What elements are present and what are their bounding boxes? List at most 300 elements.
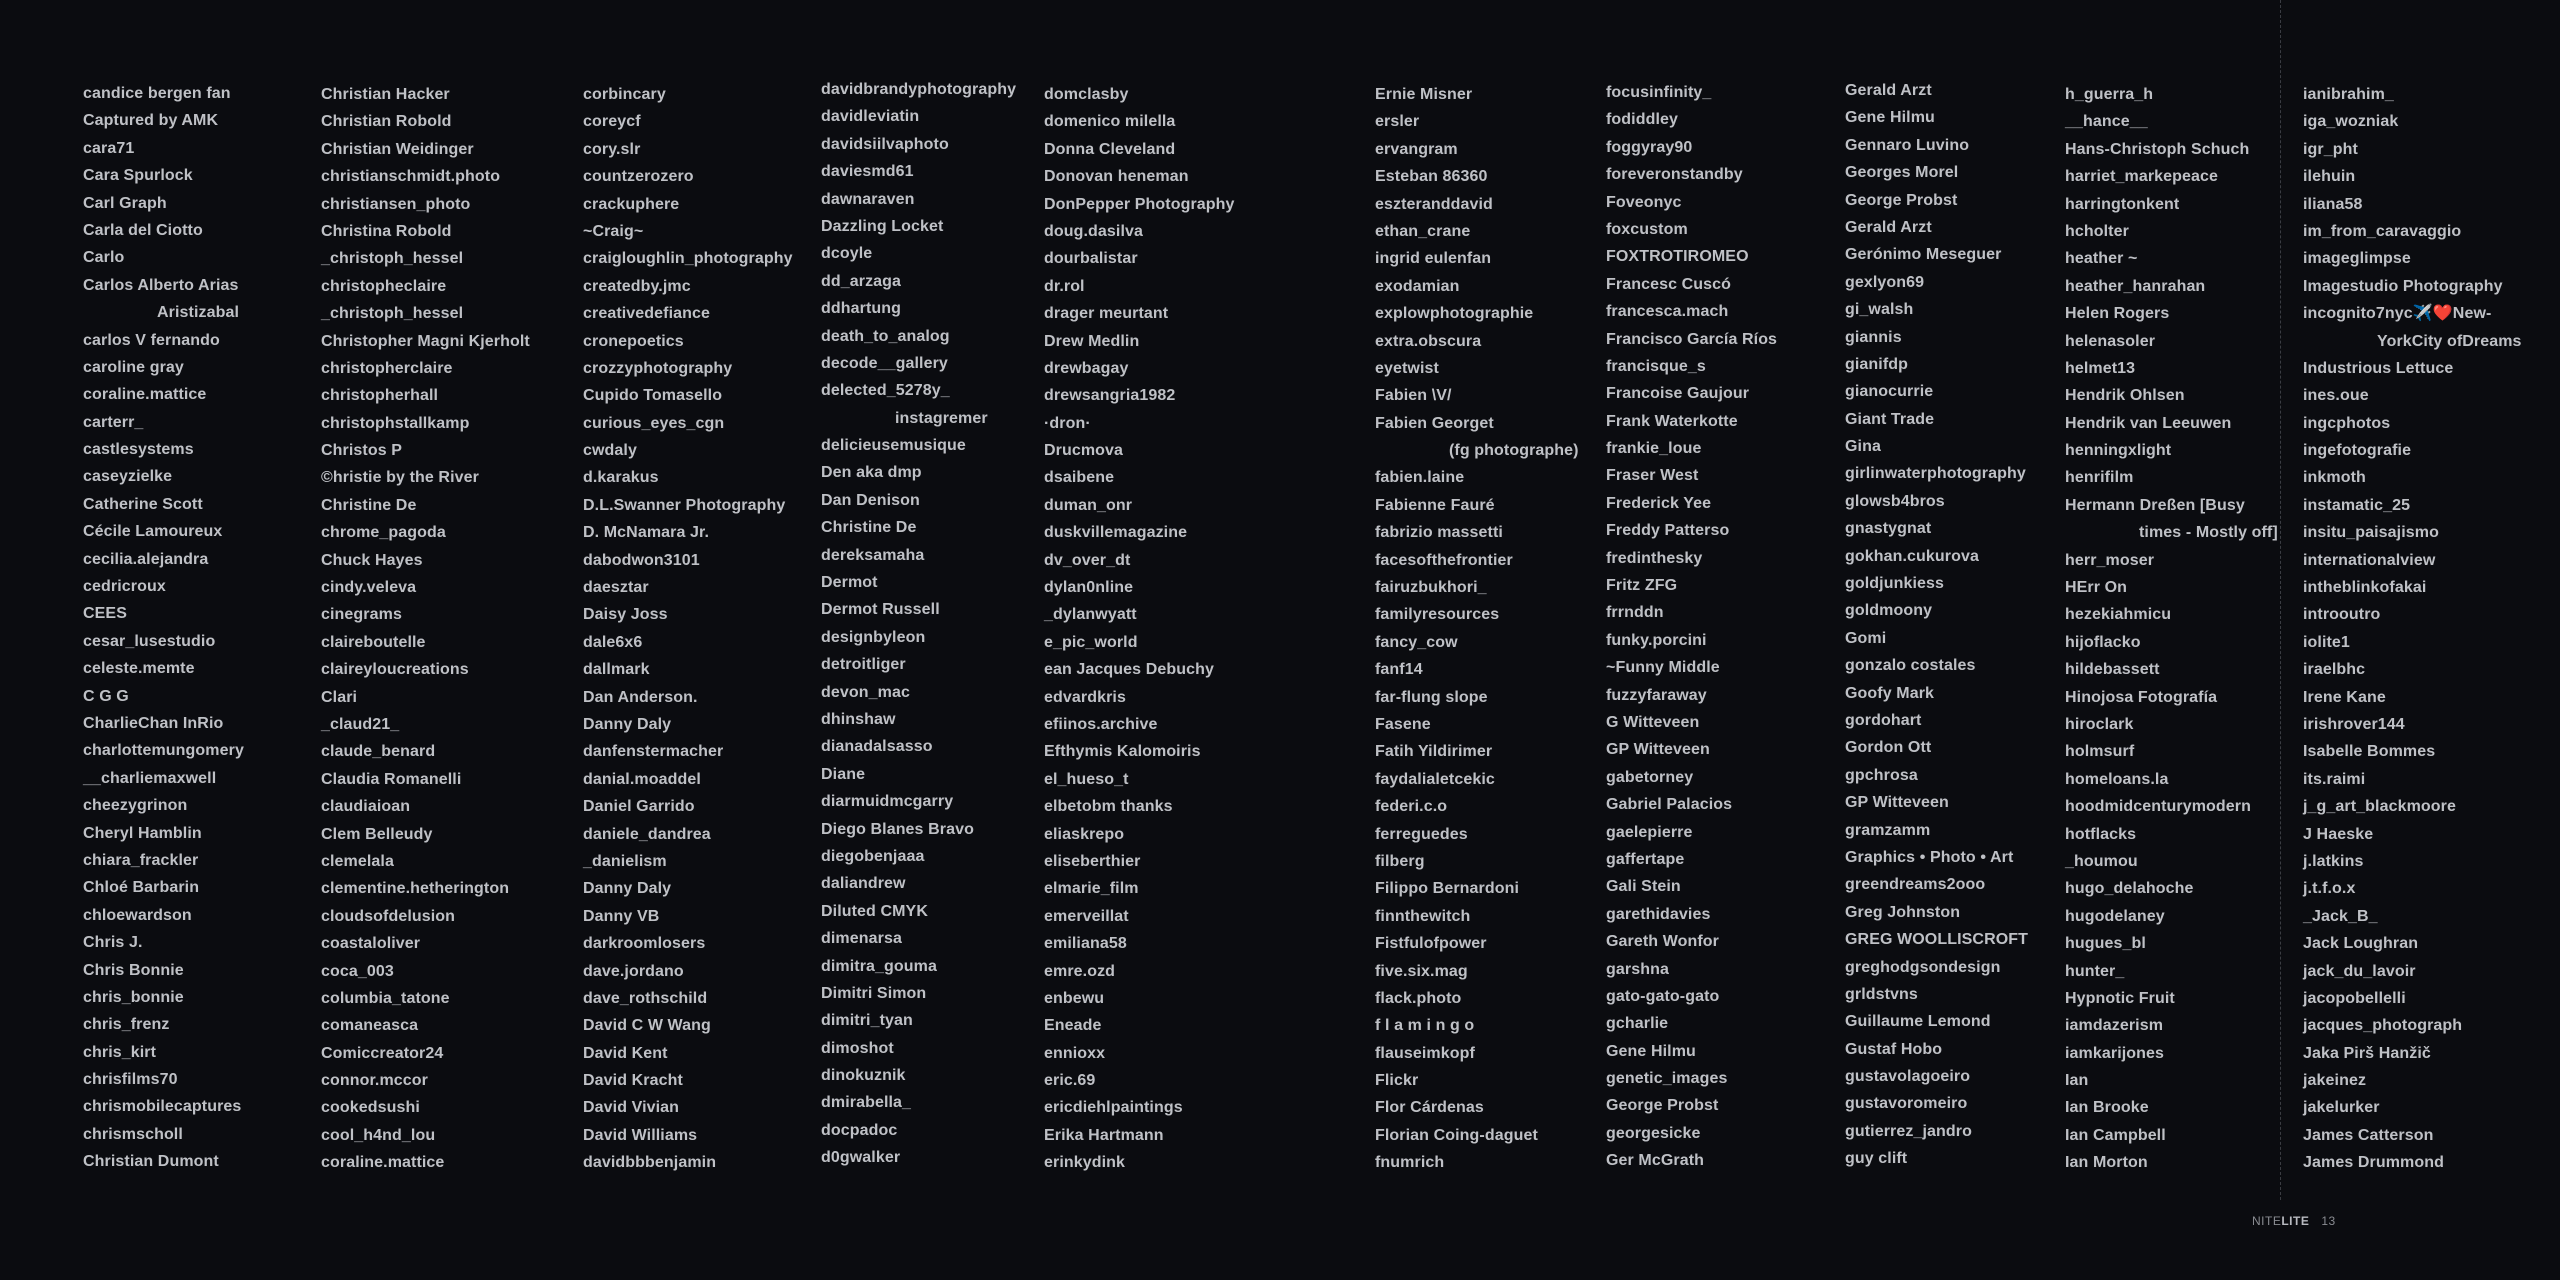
contributor-name: gcharlie — [1606, 1015, 1669, 1033]
contributor-name: greendreams2ooo — [1845, 876, 1986, 894]
contributor-name: creativedefiance — [583, 305, 711, 323]
contributor-name: eric.69 — [1044, 1072, 1096, 1090]
contributor-name: danfenstermacher — [583, 743, 724, 761]
contributor-name: cronepoetics — [583, 332, 684, 350]
magazine-brand-first: NITE — [2252, 1214, 2282, 1228]
contributor-name: gordohart — [1845, 711, 1922, 729]
contributor-name: Gerónimo Meseguer — [1845, 246, 2002, 264]
contributor-name: dylan0nline — [1044, 579, 1134, 597]
contributor-name: Fistfulofpower — [1375, 935, 1487, 953]
contributor-name: clementine.hetherington — [321, 880, 510, 898]
contributor-name: chris_bonnie — [83, 988, 184, 1006]
contributor-name: introoutro — [2303, 606, 2381, 624]
contributor-name: Jaka Pirš Hanžič — [2303, 1044, 2431, 1062]
contributor-name: georgesicke — [1606, 1124, 1701, 1142]
contributor-name: dv_over_dt — [1044, 551, 1131, 569]
contributor-name: funky.porcini — [1606, 631, 1707, 649]
contributor-name: Christos P — [321, 442, 403, 460]
contributor-name: iamkarijones — [2065, 1044, 2165, 1062]
contributor-name: h_guerra_h — [2065, 86, 2154, 103]
contributor-name: faydalialetcekic — [1375, 770, 1495, 788]
contributor-name: craigloughlin_photography — [583, 250, 793, 268]
contributor-name: Captured by AMK — [83, 112, 219, 130]
contributor-name: Daniel Garrido — [583, 798, 695, 816]
contributor-name: Fraser West — [1606, 467, 1699, 485]
contributor-name: crackuphere — [583, 195, 680, 213]
contributor-name: flack.photo — [1375, 989, 1462, 1007]
contributor-name: Hypnotic Fruit — [2065, 989, 2175, 1007]
contributor-name: caseyzielke — [83, 468, 173, 486]
contributor-name: ines.oue — [2303, 387, 2369, 405]
contributor-name: gaffertape — [1606, 850, 1685, 868]
contributor-name: dimoshot — [821, 1039, 894, 1057]
contributor-name: duman_onr — [1044, 496, 1133, 514]
contributor-name: Ian Morton — [2065, 1154, 2148, 1172]
contributor-name: five.six.mag — [1375, 962, 1468, 980]
contributor-name: Gina — [1845, 438, 1881, 456]
contributor-name: Efthymis Kalomoiris — [1044, 743, 1201, 761]
contributor-name: comaneasca — [321, 1017, 419, 1035]
contributor-name: ferreguedes — [1375, 825, 1468, 843]
contributor-name: im_from_caravaggio — [2303, 222, 2462, 240]
contributor-name: dabodwon3101 — [583, 551, 700, 569]
contributor-name: _danielism — [583, 852, 667, 870]
contributor-name: insitu_paisajismo — [2303, 524, 2439, 542]
contributor-name: caroline gray — [83, 358, 184, 376]
contributor-name: dcoyle — [821, 245, 873, 263]
contributor-name: jacques_photograph — [2303, 1017, 2463, 1035]
contributor-name: Gabriel Palacios — [1606, 796, 1733, 814]
contributor-name: igr_pht — [2303, 140, 2358, 158]
contributor-name: crozzyphotography — [583, 359, 733, 377]
contributor-name: ilehuin — [2303, 168, 2356, 186]
contributor-name: cara71 — [83, 139, 135, 157]
contributor-name-continued: Aristizabal — [157, 304, 240, 322]
contributor-name: gi_walsh — [1845, 301, 1914, 319]
contributor-name-continued: YorkCity ofDreams — [2377, 332, 2522, 350]
contributor-name: henrifilm — [2065, 469, 2134, 487]
contributor-name: Fabien \V/ — [1375, 387, 1452, 405]
contributor-name: f l a m i n g o — [1375, 1017, 1475, 1035]
contributor-name: ianibrahim_ — [2303, 86, 2394, 103]
contributor-name: Drucmova — [1044, 442, 1124, 460]
contributor-name: iga_wozniak — [2303, 113, 2399, 131]
contributor-name: Carla del Ciotto — [83, 221, 203, 239]
contributor-name: Comiccreator24 — [321, 1044, 444, 1062]
contributor-name: darkroomlosers — [583, 935, 706, 953]
contributor-name: cindy.veleva — [321, 579, 417, 597]
name-column-9 — [2065, 81, 2305, 1177]
contributor-name: ennioxx — [1044, 1044, 1106, 1062]
contributor-name: elmarie_film — [1044, 880, 1139, 898]
contributor-name: heather ~ — [2065, 250, 2138, 268]
contributor-name: Carl Graph — [83, 194, 167, 212]
page-fold-line — [2280, 0, 2281, 1200]
contributor-name: Daisy Joss — [583, 606, 668, 624]
contributor-name: chrisfilms70 — [83, 1071, 178, 1089]
contributor-name: GP Witteveen — [1606, 741, 1710, 759]
contributor-name: charlottemungomery — [83, 742, 244, 760]
contributor-name: Ernie Misner — [1375, 86, 1473, 103]
contributor-name: genetic_images — [1606, 1070, 1728, 1088]
contributor-name: CEES — [83, 605, 127, 623]
contributor-name: cloudsofdelusion — [321, 907, 456, 925]
contributor-name: domclasby — [1044, 86, 1129, 103]
contributor-name: detroitliger — [821, 656, 906, 674]
contributor-name: Chloé Barbarin — [83, 879, 200, 897]
contributor-name: Dazzling Locket — [821, 217, 944, 235]
contributor-name: jakelurker — [2303, 1099, 2380, 1117]
contributor-name: Freddy Patterso — [1606, 522, 1730, 540]
contributor-name: ersler — [1375, 113, 1420, 131]
contributor-name: Gene Hilmu — [1606, 1042, 1696, 1060]
contributor-name: henningxlight — [2065, 442, 2172, 460]
contributor-name: familyresources — [1375, 606, 1500, 624]
contributor-name: filberg — [1375, 852, 1425, 870]
contributor-name: curious_eyes_cgn — [583, 414, 725, 432]
contributor-name: J Haeske — [2303, 825, 2374, 843]
contributor-name: Gareth Wonfor — [1606, 933, 1720, 951]
contributor-name: fodiddley — [1606, 111, 1679, 129]
contributor-name: HErr On — [2065, 579, 2128, 597]
contributor-name: Gali Stein — [1606, 878, 1681, 896]
contributor-name: cory.slr — [583, 140, 641, 158]
contributor-name: Cécile Lamoureux — [83, 523, 223, 541]
contributor-name: d0gwalker — [821, 1149, 901, 1167]
contributor-name: dmirabella_ — [821, 1094, 912, 1112]
contributor-name: j.latkins — [2303, 852, 2364, 870]
contributor-name: cecilia.alejandra — [83, 550, 209, 568]
contributor-name: fredinthesky — [1606, 549, 1703, 567]
contributor-name: Christine De — [321, 496, 417, 514]
contributor-name: chloewardson — [83, 906, 192, 924]
contributor-name: gramzamm — [1845, 821, 1931, 839]
contributor-name: intheblinkofakai — [2303, 579, 2427, 597]
contributor-name: dd_arzaga — [821, 272, 902, 290]
contributor-name: __hance__ — [2065, 113, 2148, 131]
contributor-name: cheezygrinon — [83, 797, 188, 815]
contributor-name: Georges Morel — [1845, 164, 1959, 182]
contributor-name: dimenarsa — [821, 930, 902, 948]
contributor-name: jakeinez — [2303, 1072, 2367, 1090]
contributor-name: createdby.jmc — [583, 277, 691, 295]
contributor-name: dereksamaha — [821, 546, 925, 564]
contributor-name: gnastygnat — [1845, 520, 1932, 538]
contributor-name: holmsurf — [2065, 743, 2135, 761]
contributor-name: christopheclaire — [321, 277, 447, 295]
contributor-name: garethidavies — [1606, 905, 1711, 923]
contributor-name: ethan_crane — [1375, 222, 1471, 240]
contributor-name: danial.moaddel — [583, 770, 701, 788]
contributor-name: far-flung slope — [1375, 688, 1488, 706]
contributor-name: Chris J. — [83, 934, 143, 952]
contributor-name: Gustaf Hobo — [1845, 1040, 1943, 1058]
contributor-name: hoodmidcenturymodern — [2065, 798, 2252, 816]
contributor-name: gpchrosa — [1845, 766, 1918, 784]
contributor-name: GP Witteveen — [1845, 794, 1949, 812]
contributor-name: fanf14 — [1375, 661, 1423, 679]
contributor-name: helmet13 — [2065, 359, 2136, 377]
contributor-name: Gene Hilmu — [1845, 109, 1935, 127]
contributor-name: irishrover144 — [2303, 715, 2405, 733]
contributor-name: gustavoromeiro — [1845, 1095, 1968, 1113]
contributor-name: dave_rothschild — [583, 989, 708, 1007]
contributor-name: Filippo Bernardoni — [1375, 880, 1520, 898]
contributor-name: FOXTROTIROMEO — [1606, 248, 1749, 266]
contributor-name: domenico milella — [1044, 113, 1176, 131]
contributor-name: Francoise Gaujour — [1606, 385, 1750, 403]
contributor-name: cwdaly — [583, 442, 637, 460]
contributor-name: delicieusemusique — [821, 437, 966, 455]
contributor-name: Claudia Romanelli — [321, 770, 462, 788]
contributor-name: drewsangria1982 — [1044, 387, 1176, 405]
contributor-name: christopherhall — [321, 387, 439, 405]
contributor-name: eszteranddavid — [1375, 195, 1493, 213]
contributor-name: frankie_loue — [1606, 440, 1702, 458]
contributor-name: Giant Trade — [1845, 410, 1935, 428]
contributor-name: helenasoler — [2065, 332, 2156, 350]
contributor-name: claudiaioan — [321, 798, 411, 816]
contributor-name: gutierrez_jandro — [1845, 1122, 1972, 1140]
contributor-name: chrismobilecaptures — [83, 1098, 242, 1116]
contributor-name: Chris Bonnie — [83, 961, 184, 979]
contributor-name: internationalview — [2303, 551, 2436, 569]
contributor-name: eyetwist — [1375, 359, 1439, 377]
contributor-name: harriet_markepeace — [2065, 168, 2219, 186]
contributor-name: cookedsushi — [321, 1099, 420, 1117]
contributor-name: incognito7nyc✈️❤️New- — [2303, 305, 2492, 323]
contributor-name: ©hristie by the River — [321, 469, 479, 487]
contributor-name: George Probst — [1606, 1097, 1719, 1115]
contributor-name: fabrizio massetti — [1375, 524, 1503, 542]
contributor-name: glowsb4bros — [1845, 492, 1945, 510]
contributor-name: finnthewitch — [1375, 907, 1471, 925]
contributor-name: frrnddn — [1606, 604, 1664, 622]
contributor-name: ericdiehlpaintings — [1044, 1099, 1183, 1117]
contributor-name: cesar_lusestudio — [83, 632, 216, 650]
contributor-name: Cupido Tomasello — [583, 387, 723, 405]
contributor-name: designbyleon — [821, 628, 926, 646]
contributor-name: gustavolagoeiro — [1845, 1068, 1971, 1086]
contributor-name: j.t.f.o.x — [2303, 880, 2356, 898]
contributor-name: giannis — [1845, 328, 1902, 346]
name-column-8 — [1845, 77, 2085, 1173]
contributor-name: Fatih Yildirimer — [1375, 743, 1493, 761]
contributor-name: Graphics • Photo • Art — [1845, 848, 2014, 866]
contributor-name: Carlo — [83, 249, 125, 267]
contributor-name: garshna — [1606, 960, 1669, 978]
contributor-name: Gennaro Luvino — [1845, 136, 1970, 154]
contributor-name: columbia_tatone — [321, 989, 450, 1007]
contributor-name: Donna Cleveland — [1044, 140, 1176, 158]
contributor-name: Ian Brooke — [2065, 1099, 2149, 1117]
contributor-name: Christopher Magni Kjerholt — [321, 332, 530, 350]
page-number: 13 — [2321, 1214, 2336, 1228]
contributor-name: dale6x6 — [583, 633, 643, 651]
contributor-name: Carlos Alberto Arias — [83, 276, 239, 294]
contributor-name: Industrious Lettuce — [2303, 359, 2454, 377]
contributor-name-continued: (fg photographe) — [1449, 442, 1579, 460]
contributor-name: David Vivian — [583, 1099, 680, 1117]
contributor-name: daliandrew — [821, 875, 906, 893]
contributor-name: eliaskrepo — [1044, 825, 1125, 843]
contributor-name: girlinwaterphotography — [1845, 465, 2026, 483]
contributor-name: imageglimpse — [2303, 250, 2411, 268]
contributor-name: enbewu — [1044, 989, 1105, 1007]
contributor-name: gabetorney — [1606, 768, 1694, 786]
contributor-name: diegobenjaaa — [821, 847, 925, 865]
contributor-name: Christina Robold — [321, 222, 452, 240]
contributor-name: Isabelle Bommes — [2303, 743, 2436, 761]
contributor-name: Diane — [821, 765, 866, 783]
contributor-name-continued: instagremer — [895, 409, 988, 427]
contributor-name: CharlieChan InRio — [83, 714, 224, 732]
contributor-name: instamatic_25 — [2303, 496, 2411, 514]
contributor-name: __charliemaxwell — [83, 769, 217, 787]
contributor-name: herr_moser — [2065, 551, 2155, 569]
contributor-name: GREG WOOLLISCROFT — [1845, 931, 2029, 949]
contributor-name: devon_mac — [821, 683, 910, 701]
contributor-name: Hermann Dreßen [Busy — [2065, 496, 2245, 514]
contributor-name: ervangram — [1375, 140, 1458, 158]
contributor-name: Irene Kane — [2303, 688, 2386, 706]
contributor-name: James Catterson — [2303, 1126, 2434, 1144]
contributor-name: fairuzbukhori_ — [1375, 579, 1487, 597]
contributor-name: dourbalistar — [1044, 250, 1138, 268]
contributor-name: jacopobellelli — [2303, 989, 2406, 1007]
contributor-name: iamdazerism — [2065, 1017, 2164, 1035]
contributor-name: dianadalsasso — [821, 738, 933, 756]
contributor-name: Jack Loughran — [2303, 935, 2419, 953]
contributor-name: flauseimkopf — [1375, 1044, 1475, 1062]
contributor-name: ingefotografie — [2303, 442, 2412, 460]
contributor-name: j_g_art_blackmoore — [2303, 798, 2456, 816]
contributor-name: C G G — [83, 687, 129, 705]
contributor-name: Ger McGrath — [1606, 1152, 1705, 1170]
contributor-name: explowphotographie — [1375, 305, 1534, 323]
contributor-name: coastaloliver — [321, 935, 421, 953]
name-column-4 — [821, 76, 1061, 1172]
contributor-name: fuzzyfaraway — [1606, 686, 1707, 704]
contributor-name: davidsiilvaphoto — [821, 135, 949, 153]
contributor-name: greghodgsondesign — [1845, 958, 2001, 976]
contributor-name: drewbagay — [1044, 359, 1129, 377]
contributor-name: cool_h4nd_lou — [321, 1126, 436, 1144]
page-footer — [2252, 1214, 2336, 1228]
contributor-name: coraline.mattice — [83, 386, 207, 404]
contributor-name: Flor Cárdenas — [1375, 1099, 1484, 1117]
contributor-name: homeloans.la — [2065, 770, 2169, 788]
contributor-name: Goofy Mark — [1845, 684, 1935, 702]
name-column-2 — [321, 81, 561, 1177]
contributor-name: D.L.Swanner Photography — [583, 496, 786, 514]
contributor-name: extra.obscura — [1375, 332, 1482, 350]
contributor-name: chris_kirt — [83, 1043, 157, 1061]
name-column-1 — [83, 80, 323, 1176]
contributor-name: emerveillat — [1044, 907, 1129, 925]
contributor-name: ~Craig~ — [583, 222, 644, 240]
contributor-name: coreycf — [583, 113, 641, 131]
contributor-name: davidleviatin — [821, 108, 920, 126]
contributor-name: goldmoony — [1845, 602, 1933, 620]
contributor-name: dave.jordano — [583, 962, 684, 980]
contributor-name: claireboutelle — [321, 633, 426, 651]
contributor-name: christianschmidt.photo — [321, 168, 501, 186]
contributor-name: edvardkris — [1044, 688, 1126, 706]
contributor-name: Drew Medlin — [1044, 332, 1140, 350]
contributor-name: ingrid eulenfan — [1375, 250, 1492, 268]
contributor-name: exodamian — [1375, 277, 1460, 295]
contributor-name: christiansen_photo — [321, 195, 471, 213]
contributor-name: chris_frenz — [83, 1016, 170, 1034]
contributor-name: daviesmd61 — [821, 163, 914, 181]
contributor-name: goldjunkiess — [1845, 575, 1944, 593]
contributor-name: Flickr — [1375, 1072, 1419, 1090]
contributor-name: drager meurtant — [1044, 305, 1169, 323]
contributor-name: christophstallkamp — [321, 414, 470, 432]
contributor-name: gaelepierre — [1606, 823, 1693, 841]
contributor-name: _claud21_ — [321, 715, 400, 733]
contributor-name: connor.mccor — [321, 1072, 429, 1090]
contributor-name-continued: times - Mostly off] — [2139, 524, 2278, 542]
contributor-name: delected_5278y_ — [821, 382, 950, 400]
contributor-name: federi.c.o — [1375, 798, 1448, 816]
contributor-name: d.karakus — [583, 469, 659, 487]
contributor-name: davidbbbenjamin — [583, 1154, 717, 1172]
contributor-name: iolite1 — [2303, 633, 2350, 651]
contributor-name: diarmuidmcgarry — [821, 793, 954, 811]
contributor-name: ingcphotos — [2303, 414, 2391, 432]
contributor-name: ean Jacques Debuchy — [1044, 661, 1214, 679]
contributor-name: foxcustom — [1606, 220, 1688, 238]
contributor-name: Danny Daly — [583, 715, 672, 733]
contributor-name: inkmoth — [2303, 469, 2366, 487]
contributor-name: el_hueso_t — [1044, 770, 1129, 788]
contributor-name: _christoph_hessel — [321, 250, 464, 268]
contributor-name: Frederick Yee — [1606, 494, 1712, 512]
contributor-name: iraelbhc — [2303, 661, 2366, 679]
contributor-name: claude_benard — [321, 743, 436, 761]
contributor-name: hugues_bl — [2065, 935, 2146, 953]
contributor-name: G Witteveen — [1606, 713, 1700, 731]
contributor-name: Christine De — [821, 519, 917, 537]
contributor-name: dallmark — [583, 661, 650, 679]
contributor-name: focusinfinity_ — [1606, 84, 1712, 101]
contributor-name: hcholter — [2065, 222, 2129, 240]
contributor-name: hotflacks — [2065, 825, 2137, 843]
contributor-name: davidbrandyphotography — [821, 81, 1017, 98]
contributor-name: hildebassett — [2065, 661, 2160, 679]
contributor-name: chiara_frackler — [83, 851, 199, 869]
contributor-name: hugodelaney — [2065, 907, 2165, 925]
contributor-name: daesztar — [583, 579, 649, 597]
contributor-name: Den aka dmp — [821, 464, 922, 482]
contributor-name: hunter_ — [2065, 962, 2125, 980]
name-column-3 — [583, 81, 823, 1177]
contributor-name: fnumrich — [1375, 1154, 1445, 1172]
contributor-name: gonzalo costales — [1845, 657, 1976, 675]
contributor-name: Eneade — [1044, 1017, 1102, 1035]
contributor-name: Gerald Arzt — [1845, 218, 1932, 236]
contributor-name: _Jack_B_ — [2303, 907, 2378, 925]
contributor-name: cedricroux — [83, 578, 166, 596]
contributor-name: castlesystems — [83, 441, 194, 459]
contributor-name: _houmou — [2065, 852, 2138, 870]
contributor-name: corbincary — [583, 86, 666, 103]
contributor-name: candice bergen fan — [83, 85, 231, 102]
magazine-brand-second: LITE — [2281, 1214, 2310, 1228]
contributor-name: facesofthefrontier — [1375, 551, 1513, 569]
